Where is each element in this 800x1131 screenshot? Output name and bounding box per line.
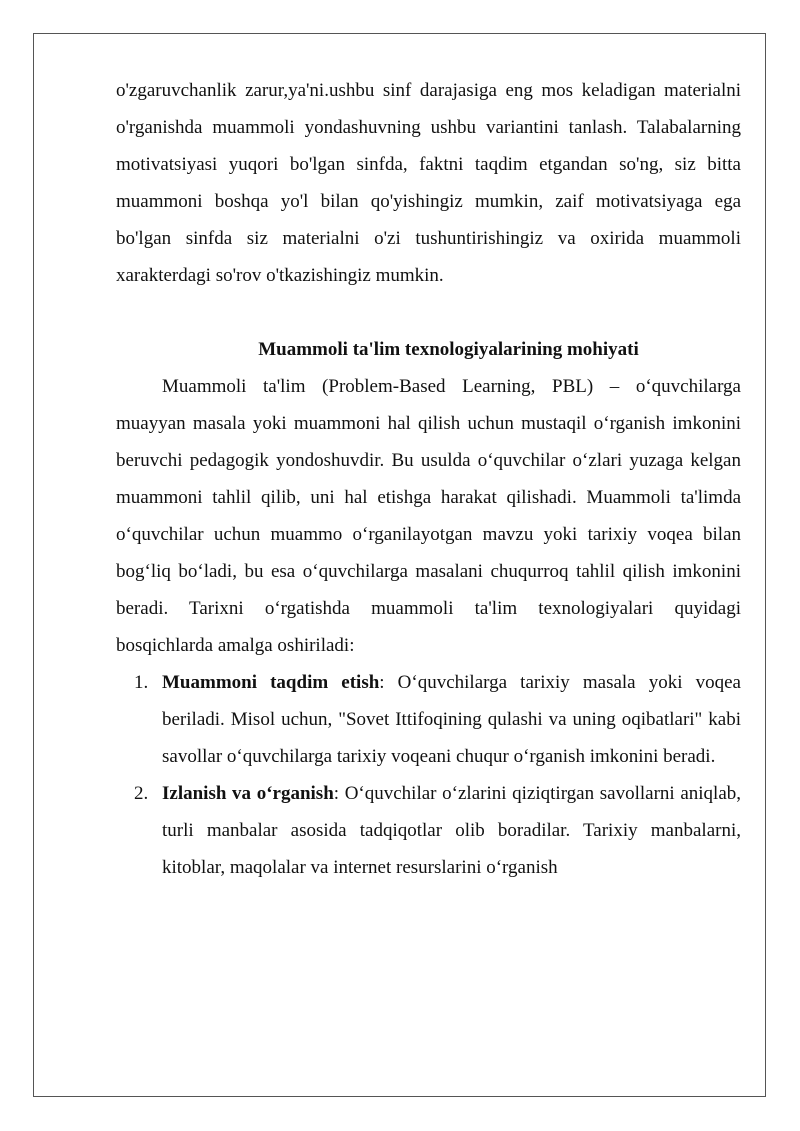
list-item-term: Muammoni taqdim etish: [162, 672, 380, 693]
list-item-number: 1.: [134, 672, 149, 693]
section-title: Muammoli ta'lim texnologiyalarining mohiyati: [258, 339, 639, 360]
steps-list: [116, 664, 741, 886]
list-item: [116, 664, 741, 775]
list-item: [116, 775, 741, 886]
list-item-number: 2.: [134, 783, 149, 804]
list-item-text: : O‘quvchilarga tarixiy masala yoki voqea beriladi. Misol uchun, "Sovet Ittifoqining qulashi va uning oqibatlari" kabi savollar o‘quvchilarga tarixiy voqeani chuqur o‘rganish imkonini beradi.: [162, 672, 741, 767]
list-item-text: : O‘quvchilar o‘zlarini qiziqtirgan savollarni aniqlab, turli manbalar asosida tadqiqotlar olib boradilar. Tarixiy manbalarni, kitoblar, maqolalar va internet resurslarini o‘rganish: [162, 783, 742, 878]
list-item-term: Izlanish va o‘rganish: [162, 783, 334, 804]
document-body: [116, 72, 741, 886]
intro-paragraph: o'zgaruvchanlik zarur,ya'ni.ushbu sinf darajasiga eng mos keladigan materialni o'rganishda muammoli yondashuvning ushbu variantini tanlash. Talabalarning motivatsiyasi yuqori bo'lgan sinfda, faktni taqdim etgandan so'ng, siz bitta muammoni boshqa yo'l bilan qo'yishingiz mumkin, zaif motivatsiyaga ega bo'lgan sinfda siz materialni o'zi tushuntirishingiz va oxirida muammoli xarakterdagi so'rov o'tkazishingiz mumkin.: [116, 80, 741, 286]
section-paragraph: Muammoli ta'lim (Problem-Based Learning, PBL) – o‘quvchilarga muayyan masala yoki muammoni hal qilish uchun mustaqil o‘rganish imkonini beruvchi pedagogik yondoshuvdir. Bu usulda o‘quvchilar o‘zlari yuzaga kelgan muammoni tahlil qilib, uni hal etishga harakat qilishadi. Muammoli ta'limda o‘quvchilar uchun muammo o‘rganilayotgan mavzu yoki tarixiy voqea bilan bog‘liq bo‘ladi, bu esa o‘quvchilarga masalani chuqurroq tahlil qilish imkonini beradi. Tarixni o‘rgatishda muammoli ta'lim texnologiyalari quyidagi bosqichlarda amalga oshiriladi:: [116, 376, 741, 656]
